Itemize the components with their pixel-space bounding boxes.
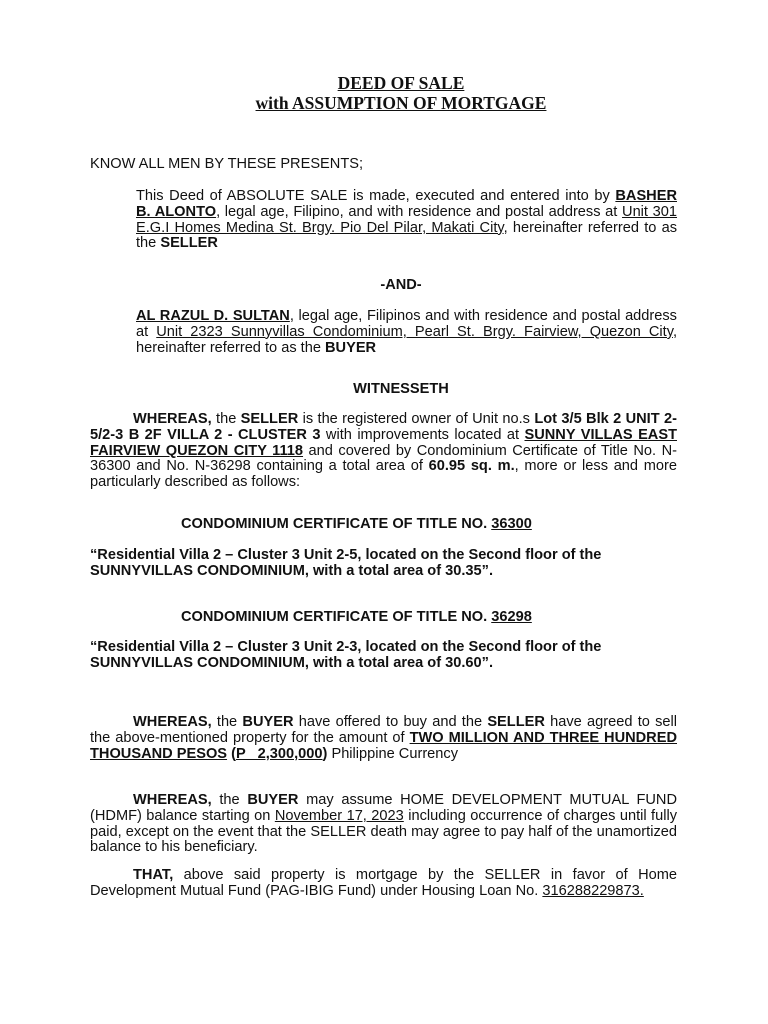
start-date: November 17, 2023 [274, 807, 404, 824]
buyer-post-text: , hereinafter referred to as the [136, 323, 677, 356]
text-run: above said property is mortgage by the SELLER in favor of Home Development Mutual Fund (PAG-IBIG Fund) under Housing Loan No. [90, 867, 677, 899]
buyer-address: Unit 2323 Sunnyvillas Condominium, Pearl St. Brgy. Fairview, Quezon City [156, 323, 673, 340]
cct-heading-1 [181, 517, 532, 533]
cct-label: CONDOMINIUM CERTIFICATE OF TITLE NO. [181, 609, 492, 625]
text-run: is the registered owner of Unit no.s [298, 411, 535, 427]
text-run: ) [322, 745, 328, 762]
seller-address: Unit 301 E.G.I Homes Medina St. Brgy. Pio Del Pilar, Makati City [136, 203, 678, 236]
cct-description-1: “Residential Villa 2 – Cluster 3 Unit 2-5, located on the Second floor of the SUNNYVILLAS CONDOMINIUM, with a total area of 30.35”. [90, 547, 602, 579]
document-title-line1: DEED OF SALE [337, 73, 465, 93]
seller-role: SELLER [160, 235, 218, 252]
whereas-lead: WHEREAS, [133, 411, 212, 427]
unit-numbers: Lot 3/5 Blk 2 UNIT 2-5/2-3 B 2F VILLA 2 - CLUSTER 3 [90, 411, 677, 443]
text-run: have agreed to sell the above-mentioned property for the amount of [90, 714, 678, 746]
text-run: ( [227, 745, 236, 762]
text-run: the [211, 714, 243, 730]
seller-post-text: , hereinafter referred to as the [136, 219, 677, 252]
seller-ref: SELLER [240, 411, 299, 427]
whereas-ownership-paragraph [90, 412, 677, 491]
that-mortgage-paragraph [90, 868, 677, 900]
seller-name: BASHER B. ALONTO [136, 188, 677, 220]
text-run: may assume HOME DEVELOPMENT MUTUAL FUND (HDMF) balance starting on [90, 792, 677, 824]
whereas-price-paragraph [90, 715, 677, 762]
buyer-ref: BUYER [247, 792, 299, 808]
text-run: Philippine Currency [327, 745, 459, 762]
text-run: the [211, 411, 241, 427]
that-lead: THAT, [133, 867, 174, 883]
cct-number: 36300 [491, 516, 532, 532]
property-location: SUNNY VILLAS EAST FAIRVIEW QUEZON CITY 1118 [90, 426, 677, 459]
document-title-line2: with ASSUMPTION OF MORTGAGE [255, 93, 547, 113]
and-separator: -AND- [380, 277, 422, 293]
seller-intro-text: This Deed of ABSOLUTE SALE is made, executed and entered into by [136, 188, 610, 204]
intro-line: KNOW ALL MEN BY THESE PRESENTS; [90, 156, 364, 172]
text-run: with improvements located at [320, 426, 525, 443]
text-run: , more or less and more particularly described as follows: [90, 458, 677, 491]
seller-mid-text: , legal age, Filipino, and with residence and postal address at [216, 203, 623, 220]
cct-number: 36298 [491, 609, 532, 625]
buyer-paragraph [136, 309, 677, 356]
text-run: including occurrence of charges until fully paid, except on the event that the SELLER death may agree to pay half of the unamortized balance to his beneficiary. [90, 807, 677, 856]
amount-in-words: TWO MILLION AND THREE HUNDRED THOUSAND PESOS [90, 729, 677, 762]
whereas-lead: WHEREAS, [133, 792, 212, 808]
buyer-ref: BUYER [242, 714, 294, 730]
buyer-role: BUYER [325, 339, 377, 356]
text-run: the [211, 792, 248, 808]
cct-label: CONDOMINIUM CERTIFICATE OF TITLE NO. [181, 516, 492, 532]
text-run: and covered by Condominium Certificate of Title No. N-36300 and No. N-36298 containing a total area of [90, 442, 678, 475]
seller-ref: SELLER [487, 714, 545, 730]
total-area: 60.95 sq. m. [428, 458, 515, 475]
seller-paragraph [136, 189, 677, 252]
housing-loan-number: 316288229873. [542, 882, 644, 899]
text-run: have offered to buy and the [293, 714, 488, 730]
whereas-assumption-paragraph [90, 793, 677, 856]
buyer-mid-text: , legal age, Filipinos and with residence and postal address at [136, 308, 677, 340]
cct-heading-2 [181, 610, 532, 626]
amount-in-figures: P 2,300,000 [235, 745, 323, 762]
witnesseth-heading: WITNESSETH [353, 381, 449, 397]
cct-description-2: “Residential Villa 2 – Cluster 3 Unit 2-3, located on the Second floor of the SUNNYVILLAS CONDOMINIUM, with a total area of 30.60”. [90, 639, 602, 671]
buyer-name: AL RAZUL D. SULTAN [136, 308, 290, 324]
whereas-lead: WHEREAS, [133, 714, 212, 730]
